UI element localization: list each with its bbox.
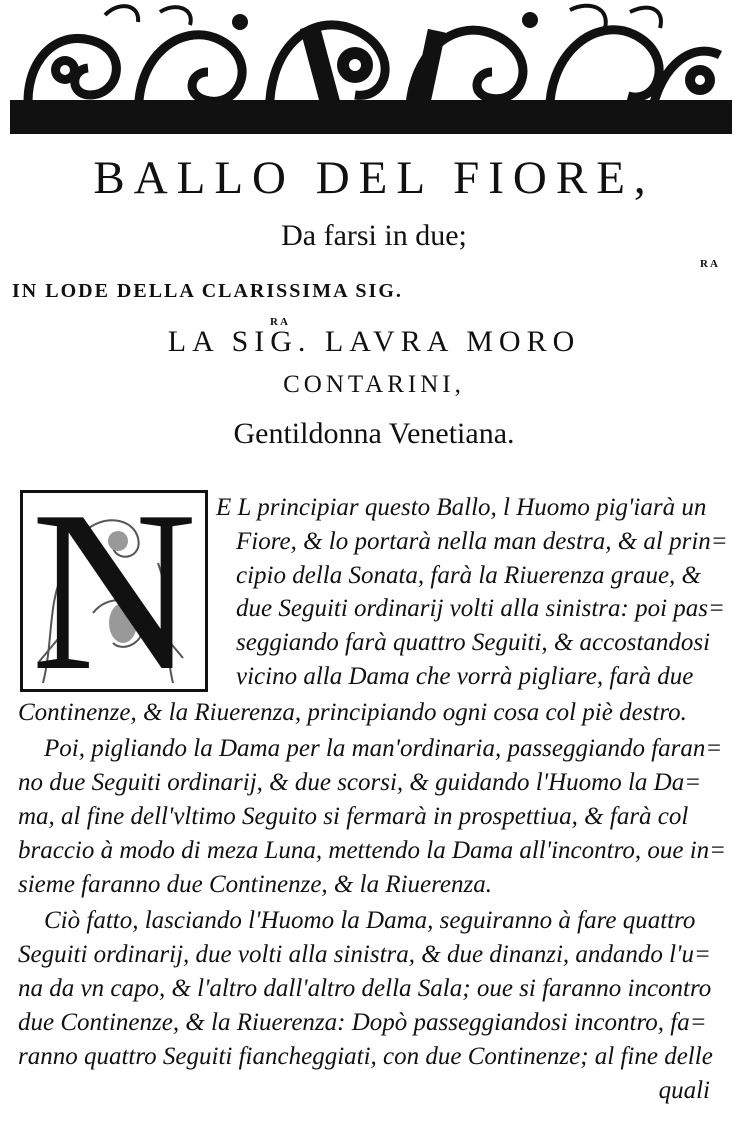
text-line: quali (658, 1077, 710, 1104)
text-line: Continenze, & la Riuerenza, principiando ogni cosa col piè destro. (18, 699, 687, 726)
text-line: seggiando farà quattro Seguiti, & accostandosi (236, 629, 711, 656)
text-line: E L principiar questo Ballo, l Huomo pig'iarà un (216, 494, 707, 521)
page-title: BALLO DEL FIORE, (93, 152, 655, 204)
initial-letter: N (30, 490, 198, 692)
text-line: Poi, pigliando la Dama per la man'ordinaria, passeggiando faran= (44, 735, 723, 762)
text-line: Ciò fatto, lasciando l'Huomo la Dama, seguiranno à fare quattro (44, 907, 696, 934)
text-line: due Continenze, & la Riuerenza: Dopò passeggiandosi incontro, fa= (18, 1009, 707, 1036)
lady-superscript: RA (270, 316, 290, 328)
text-line: Fiore, & lo portarà nella man destra, & al prin= (236, 528, 728, 555)
dedication-superscript: RA (700, 258, 720, 270)
lady-surname: CONTARINI, (283, 371, 465, 398)
text-line: ranno quattro Seguiti fiancheggiati, con due Continenze; al fine delle (18, 1043, 713, 1070)
text-line: cipio della Sonata, farà la Riuerenza graue, & (236, 562, 702, 589)
text-line: na da vn capo, & l'altro dall'altro della Sala; oue si faranno incontro (18, 975, 712, 1002)
lady-origin: Gentildonna Venetiana. (233, 417, 515, 450)
dedication-line: IN LODE DELLA CLARISSIMA SIG. (12, 280, 403, 302)
subtitle: Da farsi in due; (281, 219, 467, 252)
text-line: Seguiti ordinarij, due volti alla sinistra, & due dinanzi, andando l'u= (18, 941, 711, 968)
text-line: vicino alla Dama che vorrà pigliare, farà due (236, 663, 694, 690)
lady-name: LA SIG. LAVRA MORO (167, 325, 581, 358)
text-line: no due Seguiti ordinarij, & due scorsi, & guidando l'Huomo la Da= (18, 769, 702, 796)
text-line: due Seguiti ordinarij volti alla sinistra: poi pas= (236, 595, 725, 622)
text-line: sieme faranno due Continenze, & la Riuerenza. (18, 871, 493, 898)
text-line: ma, al fine dell'vltimo Seguito si fermarà in prospettiua, & farà col (18, 803, 689, 830)
text-line: braccio à modo di meza Luna, mettendo la Dama all'incontro, oue in= (18, 837, 727, 864)
